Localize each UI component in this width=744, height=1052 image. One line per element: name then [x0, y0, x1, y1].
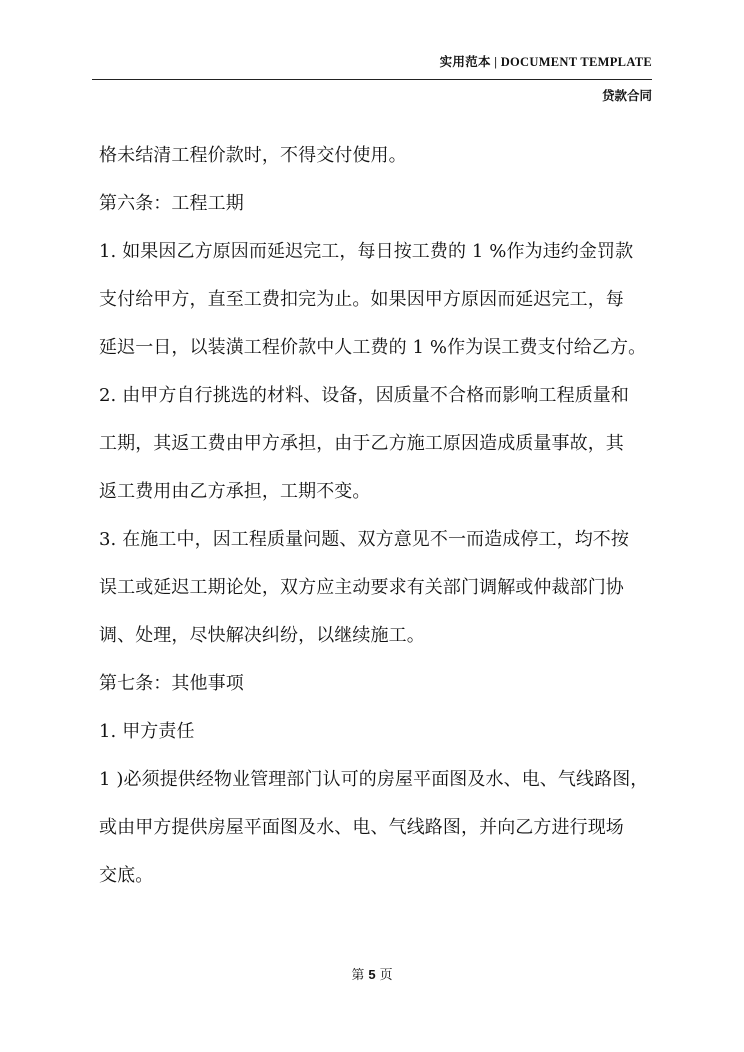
page-number-prefix: 第 — [351, 968, 365, 983]
text-line: 支付给甲方，直至工费扣完为止。如果因甲方原因而延迟完工，每 — [99, 289, 624, 310]
page-number: 5 — [368, 967, 376, 982]
text-line: 工期，其返工费由甲方承担，由于乙方施工原因造成质量事故，其 — [99, 433, 624, 454]
page-number-suffix: 页 — [379, 968, 393, 983]
text-line: 2. 由甲方自行挑选的材料、设备，因质量不合格而影响工程质量和 — [99, 385, 629, 406]
text-line: 返工费用由乙方承担，工期不变。 — [99, 481, 371, 502]
text-line: 1. 甲方责任 — [99, 721, 195, 742]
text-line: 3. 在施工中，因工程质量问题、双方意见不一而造成停工，均不按 — [99, 529, 629, 550]
text-line: 延迟一日，以装潢工程价款中人工费的 1 %作为误工费支付给乙方。 — [99, 337, 647, 358]
text-line: 1. 如果因乙方原因而延迟完工，每日按工费的 1 %作为违约金罚款 — [99, 241, 634, 262]
section-heading: 第六条：工程工期 — [99, 193, 244, 214]
text-line: 交底。 — [99, 865, 154, 886]
text-line: 或由甲方提供房屋平面图及水、电、气线路图，并向乙方进行现场 — [99, 817, 624, 838]
document-body — [99, 140, 669, 908]
document-header-subtitle: 贷款合同 — [601, 88, 652, 103]
text-line: 调、处理，尽快解决纠纷，以继续施工。 — [99, 625, 425, 646]
text-line: 格未结清工程价款时，不得交付使用。 — [99, 145, 407, 166]
text-line: 1 )必须提供经物业管理部门认可的房屋平面图及水、电、气线路图， — [99, 769, 649, 790]
document-header-title: 实用范本 | DOCUMENT TEMPLATE — [439, 55, 652, 69]
page-footer — [0, 964, 744, 983]
section-heading: 第七条：其他事项 — [99, 673, 244, 694]
text-line: 误工或延迟工期论处，双方应主动要求有关部门调解或仲裁部门协 — [99, 577, 624, 598]
header-divider — [92, 79, 652, 80]
